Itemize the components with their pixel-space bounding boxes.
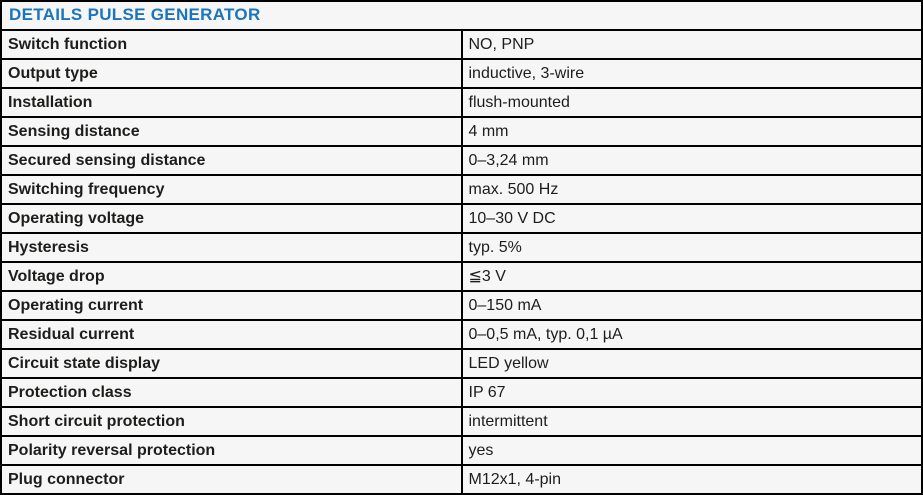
spec-value: 4 mm xyxy=(462,117,923,146)
spec-label: Secured sensing distance xyxy=(1,146,462,175)
table-row xyxy=(1,117,922,146)
spec-value: typ. 5% xyxy=(462,233,923,262)
table-row xyxy=(1,407,922,436)
table-row xyxy=(1,204,922,233)
spec-value: 0–3,24 mm xyxy=(462,146,923,175)
table-row xyxy=(1,436,922,465)
table-row xyxy=(1,465,922,494)
spec-value: yes xyxy=(462,436,923,465)
table-row xyxy=(1,378,922,407)
table-row xyxy=(1,233,922,262)
spec-label: Polarity reversal protection xyxy=(1,436,462,465)
spec-label: Protection class xyxy=(1,378,462,407)
spec-value: flush-mounted xyxy=(462,88,923,117)
spec-label: Plug connector xyxy=(1,465,462,494)
table-row xyxy=(1,88,922,117)
spec-value: LED yellow xyxy=(462,349,923,378)
spec-label: Voltage drop xyxy=(1,262,462,291)
spec-label: Circuit state display xyxy=(1,349,462,378)
spec-label: Short circuit protection xyxy=(1,407,462,436)
spec-label: Residual current xyxy=(1,320,462,349)
spec-value: M12x1, 4-pin xyxy=(462,465,923,494)
spec-value: 0–150 mA xyxy=(462,291,923,320)
table-title: DETAILS PULSE GENERATOR xyxy=(1,1,922,30)
table-row xyxy=(1,349,922,378)
table-title-row xyxy=(1,1,922,30)
table-row xyxy=(1,291,922,320)
spec-value: 0–0,5 mA, typ. 0,1 µA xyxy=(462,320,923,349)
table-row xyxy=(1,262,922,291)
spec-label: Switch function xyxy=(1,30,462,59)
spec-label: Operating voltage xyxy=(1,204,462,233)
spec-table-body xyxy=(1,30,922,494)
table-row xyxy=(1,146,922,175)
spec-value: 10–30 V DC xyxy=(462,204,923,233)
spec-value: NO, PNP xyxy=(462,30,923,59)
spec-value: intermittent xyxy=(462,407,923,436)
table-row xyxy=(1,320,922,349)
spec-value: max. 500 Hz xyxy=(462,175,923,204)
spec-value: inductive, 3-wire xyxy=(462,59,923,88)
table-row xyxy=(1,59,922,88)
spec-label: Switching frequency xyxy=(1,175,462,204)
spec-value: IP 67 xyxy=(462,378,923,407)
spec-label: Sensing distance xyxy=(1,117,462,146)
spec-label: Operating current xyxy=(1,291,462,320)
spec-label: Installation xyxy=(1,88,462,117)
spec-label: Hysteresis xyxy=(1,233,462,262)
table-row xyxy=(1,30,922,59)
spec-label: Output type xyxy=(1,59,462,88)
spec-value: ≦3 V xyxy=(462,262,923,291)
table-row xyxy=(1,175,922,204)
